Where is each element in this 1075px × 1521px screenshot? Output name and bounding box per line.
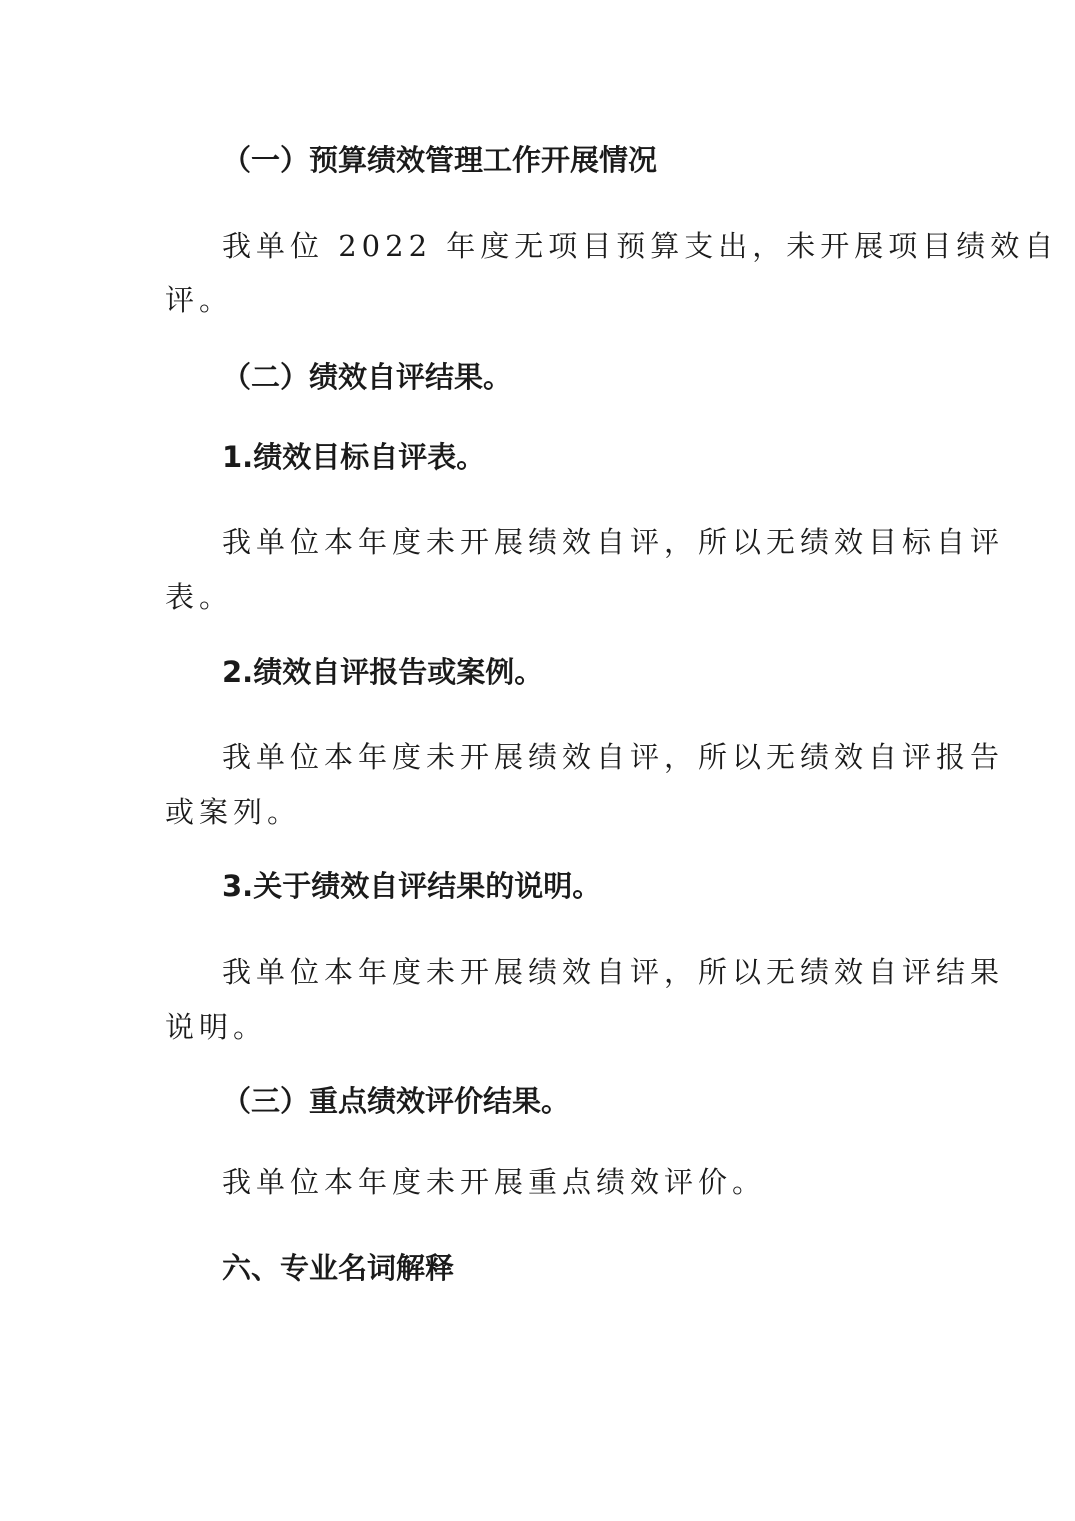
subheading-1: 1.绩效目标自评表。	[222, 440, 486, 474]
subheading-3: 3.关于绩效自评结果的说明。	[222, 869, 602, 903]
paragraph-line: 说明。	[165, 1010, 268, 1044]
section-heading-2: （二）绩效自评结果。	[222, 360, 513, 394]
section-heading-1: （一）预算绩效管理工作开展情况	[222, 143, 658, 177]
paragraph-line: 评。	[165, 283, 234, 317]
paragraph-line: 表。	[165, 580, 234, 614]
paragraph-line: 我单位本年度未开展绩效自评，所以无绩效自评报告	[222, 740, 1005, 774]
section-heading-3: （三）重点绩效评价结果。	[222, 1084, 571, 1118]
subheading-2: 2.绩效自评报告或案例。	[222, 655, 544, 689]
paragraph-line: 我单位本年度未开展绩效自评，所以无绩效目标自评	[222, 525, 1005, 559]
paragraph-line: 我单位本年度未开展绩效自评，所以无绩效自评结果	[222, 955, 1005, 989]
chapter-heading: 六、专业名词解释	[222, 1251, 455, 1285]
paragraph-line: 或案列。	[165, 795, 302, 829]
paragraph-line: 我单位本年度未开展重点绩效评价。	[222, 1165, 767, 1199]
paragraph-line: 我单位 2022 年度无项目预算支出，未开展项目绩效自	[222, 229, 1059, 263]
